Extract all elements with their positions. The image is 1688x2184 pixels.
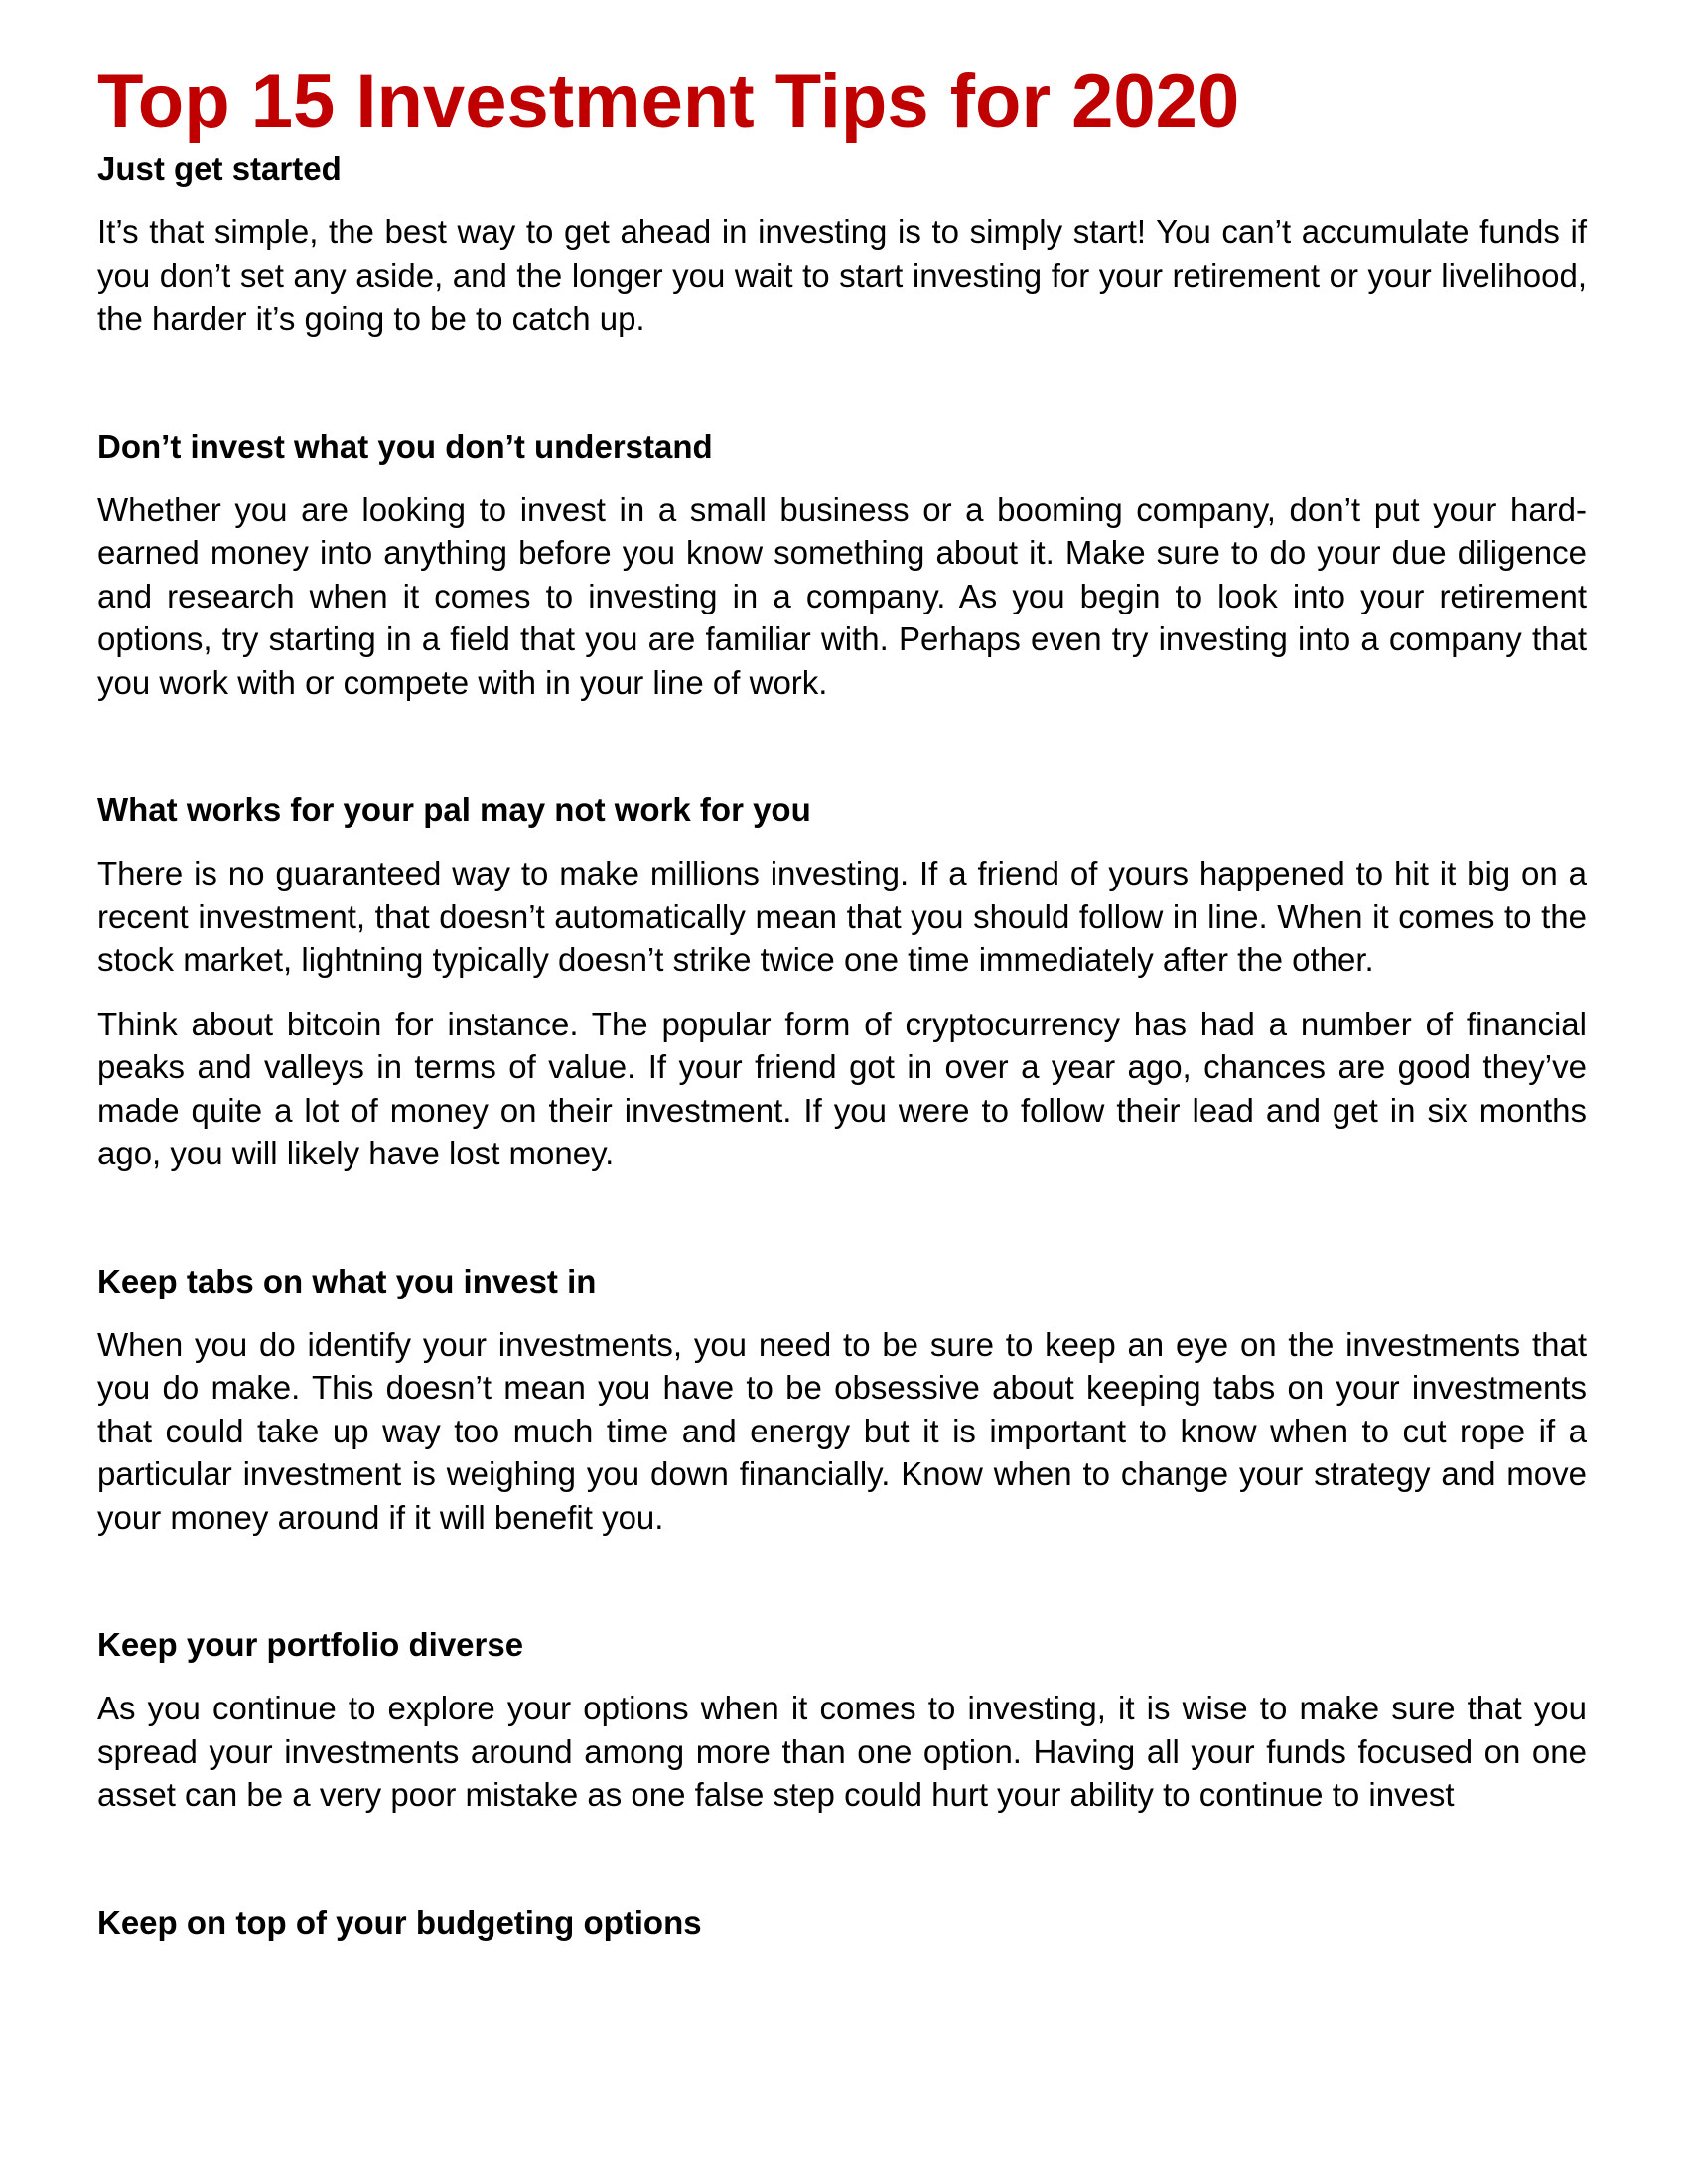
section-what-works-for-your-pal bbox=[97, 790, 1587, 1175]
section-dont-invest-what-you-dont-understand bbox=[97, 427, 1587, 705]
section-paragraph: There is no guaranteed way to make millions investing. If a friend of yours happened to hit it big on a recent investment, that doesn’t automatically mean that you should follow in line. When it comes to the stock market, lightning typically doesn’t strike twice one time immediately after the other. bbox=[97, 855, 1587, 978]
section-keep-tabs bbox=[97, 1262, 1587, 1540]
section-paragraph: As you continue to explore your options when it comes to investing, it is wise to make sure that you spread your investments around among more than one option. Having all your funds focused on one asset can be a very poor mistake as one false step could hurt your ability to continue to invest bbox=[97, 1690, 1587, 1813]
section-heading: Keep your portfolio diverse bbox=[97, 1626, 524, 1663]
section-heading: Just get started bbox=[97, 150, 342, 187]
section-paragraph: Whether you are looking to invest in a small business or a booming company, don’t put your hard-earned money into anything before you know something about it. Make sure to do your due diligence and research when it comes to investing in a company. As you begin to look into your retirement options, try starting in a field that you are familiar with. Perhaps even try investing into a company that you work with or compete with in your line of work. bbox=[97, 490, 1587, 701]
section-heading: Keep on top of your budgeting options bbox=[97, 1903, 702, 1941]
document-page bbox=[97, 58, 1587, 1943]
section-heading: Don’t invest what you don’t understand bbox=[97, 427, 713, 465]
section-paragraph: It’s that simple, the best way to get ahead in investing is to simply start! You can’t accumulate funds if you don’t set any aside, and the longer you wait to start investing for your retirement or your livelihood, the harder it’s going to be to catch up. bbox=[97, 213, 1587, 337]
section-just-get-started bbox=[97, 149, 1587, 341]
section-paragraph: Think about bitcoin for instance. The popular form of cryptocurrency has had a number of financial peaks and valleys in terms of value. If your friend got in over a year ago, chances are good they’ve made quite a lot of money on their investment. If you were to follow their lead and get in six months ago, you will likely have lost money. bbox=[97, 1005, 1587, 1171]
section-keep-portfolio-diverse bbox=[97, 1625, 1587, 1817]
section-paragraph: When you do identify your investments, you need to be sure to keep an eye on the investments that you do make. This doesn’t mean you have to be obsessive about keeping tabs on your investments that could take up way too much time and energy but it is important to know when to cut rope if a particular investment is weighing you down financially. Know when to change your strategy and move your money around if it will benefit you. bbox=[97, 1325, 1587, 1536]
section-keep-on-top-of-budgeting bbox=[97, 1903, 1587, 1943]
document-title: Top 15 Investment Tips for 2020 bbox=[97, 60, 1240, 144]
section-heading: What works for your pal may not work for you bbox=[97, 791, 811, 828]
section-heading: Keep tabs on what you invest in bbox=[97, 1262, 597, 1299]
